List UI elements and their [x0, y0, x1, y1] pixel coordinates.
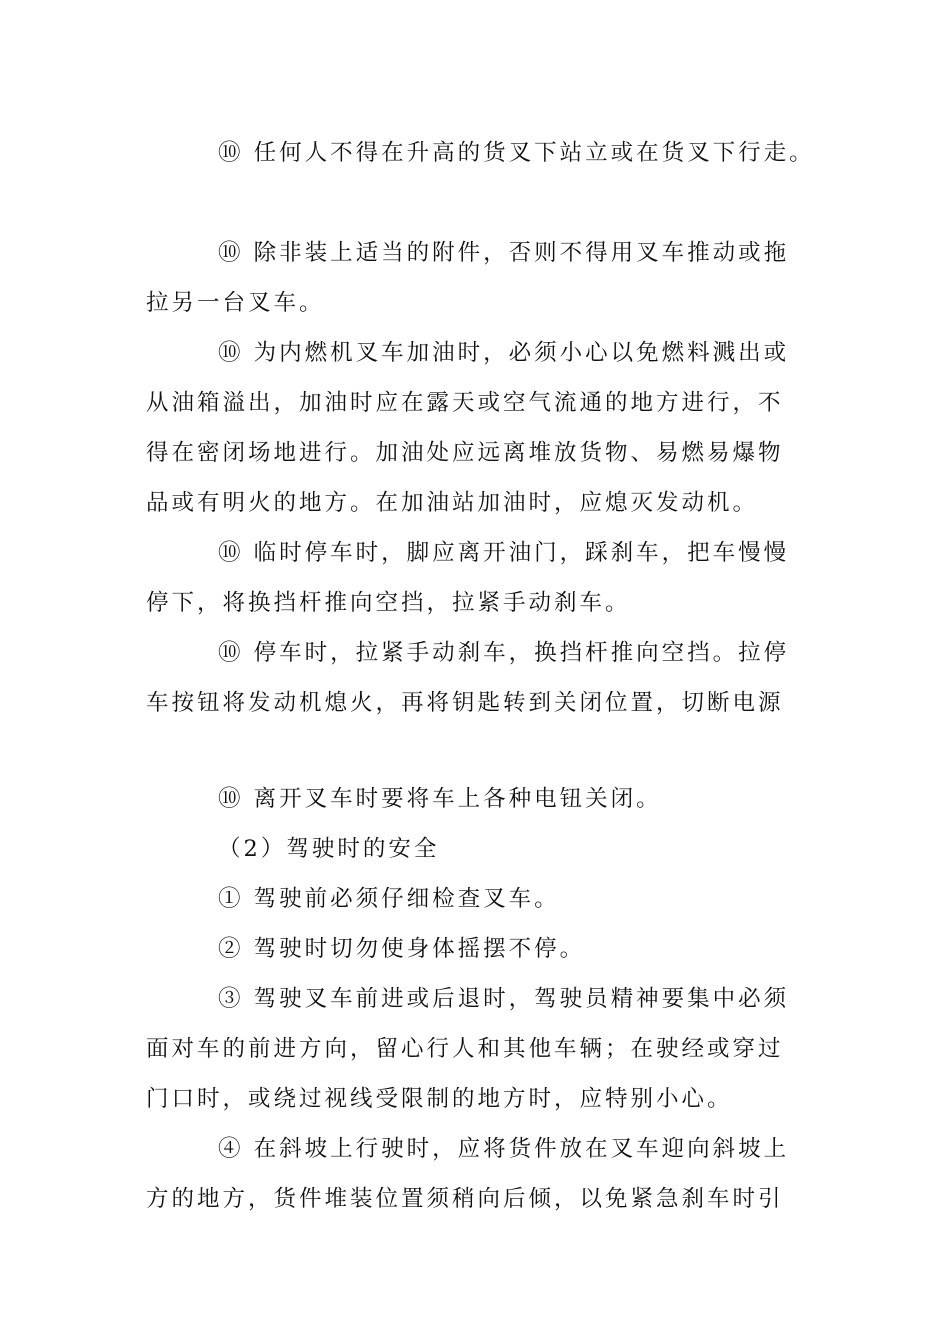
text-line: ⑩ 临时停车时，脚应离开油门，踩刹车，把车慢慢	[218, 540, 790, 566]
text-line: 拉另一台叉车。	[146, 290, 325, 316]
paragraph-no-standing-under-fork	[146, 128, 816, 178]
text-line: 品或有明火的地方。在加油站加油时，应熄灭发动机。	[146, 490, 759, 516]
text-line: 得在密闭场地进行。加油处应远离堆放货物、易燃易爆物	[146, 440, 784, 466]
text-line: 从油箱溢出，加油时应在露天或空气流通的地方进行，不	[146, 390, 784, 416]
paragraph-parking	[146, 628, 816, 728]
paragraph-leaving-forklift	[146, 774, 816, 824]
paragraph-check-before-driving	[146, 874, 816, 924]
text-line: ④ 在斜坡上行驶时，应将货件放在叉车迎向斜坡上	[218, 1136, 790, 1162]
paragraph-no-swaying	[146, 924, 816, 974]
paragraph-temporary-stop	[146, 528, 816, 628]
text-line: ① 驾驶前必须仔细检查叉车。	[218, 886, 560, 912]
text-line: ⑩ 停车时，拉紧手动刹车，换挡杆推向空挡。拉停	[218, 640, 790, 666]
text-line: ⑩ 为内燃机叉车加油时，必须小心以免燃料溅出或	[218, 340, 790, 366]
text-line: 车按钮将发动机熄火，再将钥匙转到关闭位置，切断电源	[146, 690, 784, 716]
paragraph-slope-driving	[146, 1124, 816, 1224]
text-line: ② 驾驶时切勿使身体摇摆不停。	[218, 936, 586, 962]
text-line: ⑩ 任何人不得在升高的货叉下站立或在货叉下行走。	[218, 140, 815, 166]
text-line: ⑩ 离开叉车时要将车上各种电钮关闭。	[218, 786, 662, 812]
paragraph-attention-while-driving	[146, 974, 816, 1124]
text-line: 面对车的前进方向，留心行人和其他车辆；在驶经或穿过	[146, 1036, 784, 1062]
paragraph-no-pushing-forklift	[146, 228, 816, 328]
text-line: 停下，将换挡杆推向空挡，拉紧手动刹车。	[146, 590, 631, 616]
text-line: 方的地方，货件堆装位置须稍向后倾，以免紧急刹车时引	[146, 1186, 784, 1212]
text-line: 门口时，或绕过视线受限制的地方时，应特别小心。	[146, 1086, 733, 1112]
paragraph-refueling	[146, 328, 816, 528]
text-line: ③ 驾驶叉车前进或后退时，驾驶员精神要集中必须	[218, 986, 790, 1012]
section-heading-driving-safety	[146, 824, 816, 874]
text-line: ⑩ 除非装上适当的附件，否则不得用叉车推动或拖	[218, 240, 790, 266]
text-line: （2）驾驶时的安全	[218, 836, 440, 862]
